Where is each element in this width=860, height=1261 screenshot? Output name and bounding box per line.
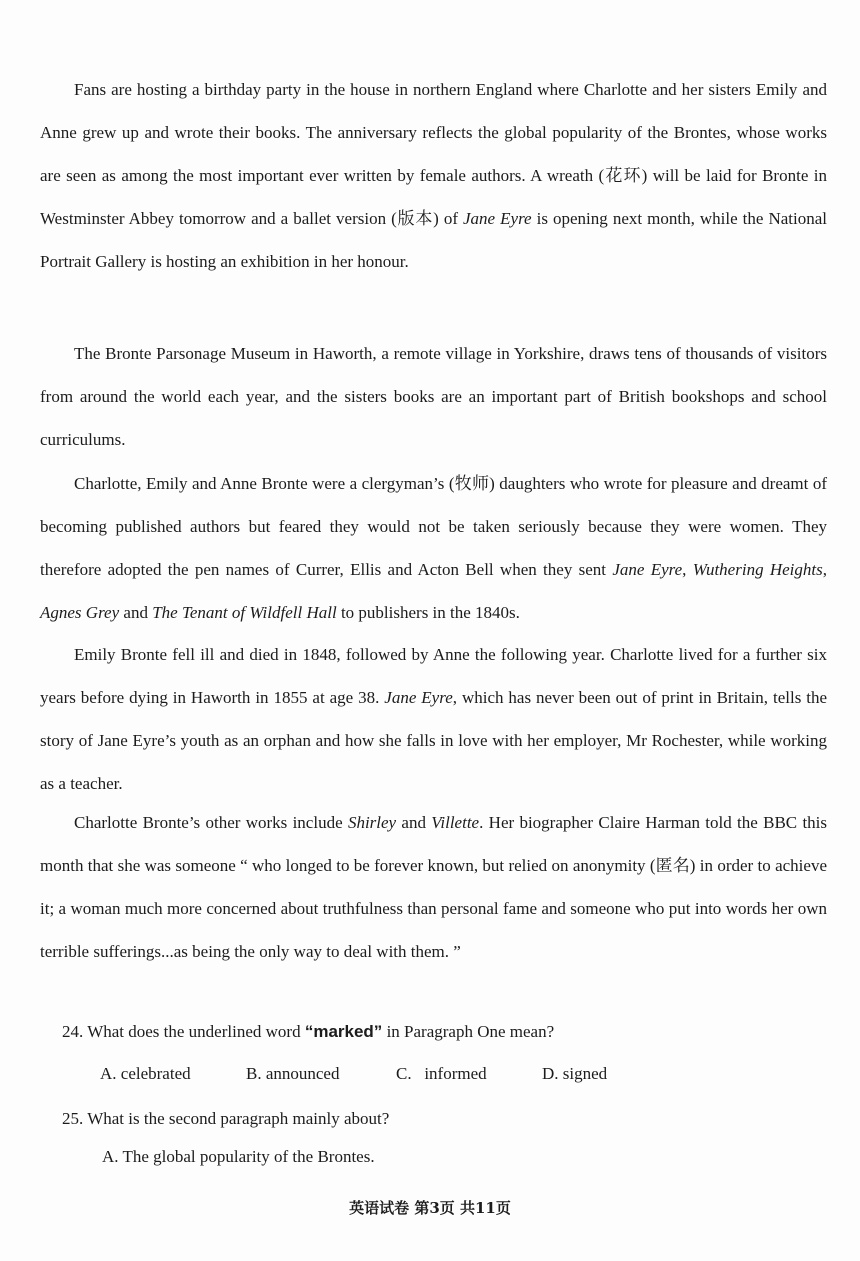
page-footer: 英语试卷 第3页 共11页 (349, 1199, 511, 1217)
option-c: C. informed (396, 1064, 487, 1083)
paragraph-5: Charlotte Bronte’s other works include Shirley and Villette. Her biographer Claire Harman told the BBC this month that she was someone “ who longed to be forever known, but relied on anonymity (匿名) in order to achieve it; a woman much more concerned about truthfulness than personal fame and someone who put into words her own terrible sufferings...as being the only way to deal with them. ” (40, 813, 828, 961)
option-b: B. announced (246, 1064, 340, 1083)
marked-keyword: “marked” (304, 1022, 383, 1041)
paragraph-4: Emily Bronte fell ill and died in 1848, followed by Anne the following year. Charlotte lived for a further six years before dying in Haworth in 1855 at age 38. Jane Eyre, which has never been out of print in Britain, tells the story of Jane Eyre’s youth as an orphan and how she falls in love with her employer, Mr Rochester, while working as a teacher. (40, 645, 827, 793)
option-a: A. celebrated (100, 1064, 191, 1083)
paragraph-1: Fans are hosting a birthday party in the house in northern England where Charlotte and her sisters Emily and Anne grew up and wrote their books. The anniversary reflects the global popularity of the Brontes, whose works are seen as among the most important ever written by female authors. A wreath (花环) will be laid for Bronte in Westminster Abbey tomorrow and a ballet version (版本) of Jane Eyre is opening next month, while the National Portrait Gallery is hosting an exhibition in her honour. (40, 80, 827, 271)
question-25-option-a: A. The global popularity of the Brontes. (102, 1147, 375, 1166)
paragraph-3: Charlotte, Emily and Anne Bronte were a clergyman’s (牧师) daughters who wrote for pleasure and dreamt of becoming published authors but feared they would not be taken seriously because they were women. They therefore adopted the pen names of Currer, Ellis and Acton Bell when they sent Jane Eyre, Wuthering Heights, Agnes Grey and The Tenant of Wildfell Hall to publishers in the 1840s. (40, 474, 827, 622)
question-24: 24. What does the underlined word “marked” in Paragraph One mean? (62, 1022, 555, 1041)
option-d: D. signed (542, 1064, 608, 1083)
question-24-options (100, 1062, 607, 1086)
question-25: 25. What is the second paragraph mainly about? (62, 1109, 390, 1128)
paragraph-2: The Bronte Parsonage Museum in Haworth, a remote village in Yorkshire, draws tens of thousands of visitors from around the world each year, and the sisters books are an important part of British bookshops and school curriculums. (40, 344, 827, 449)
